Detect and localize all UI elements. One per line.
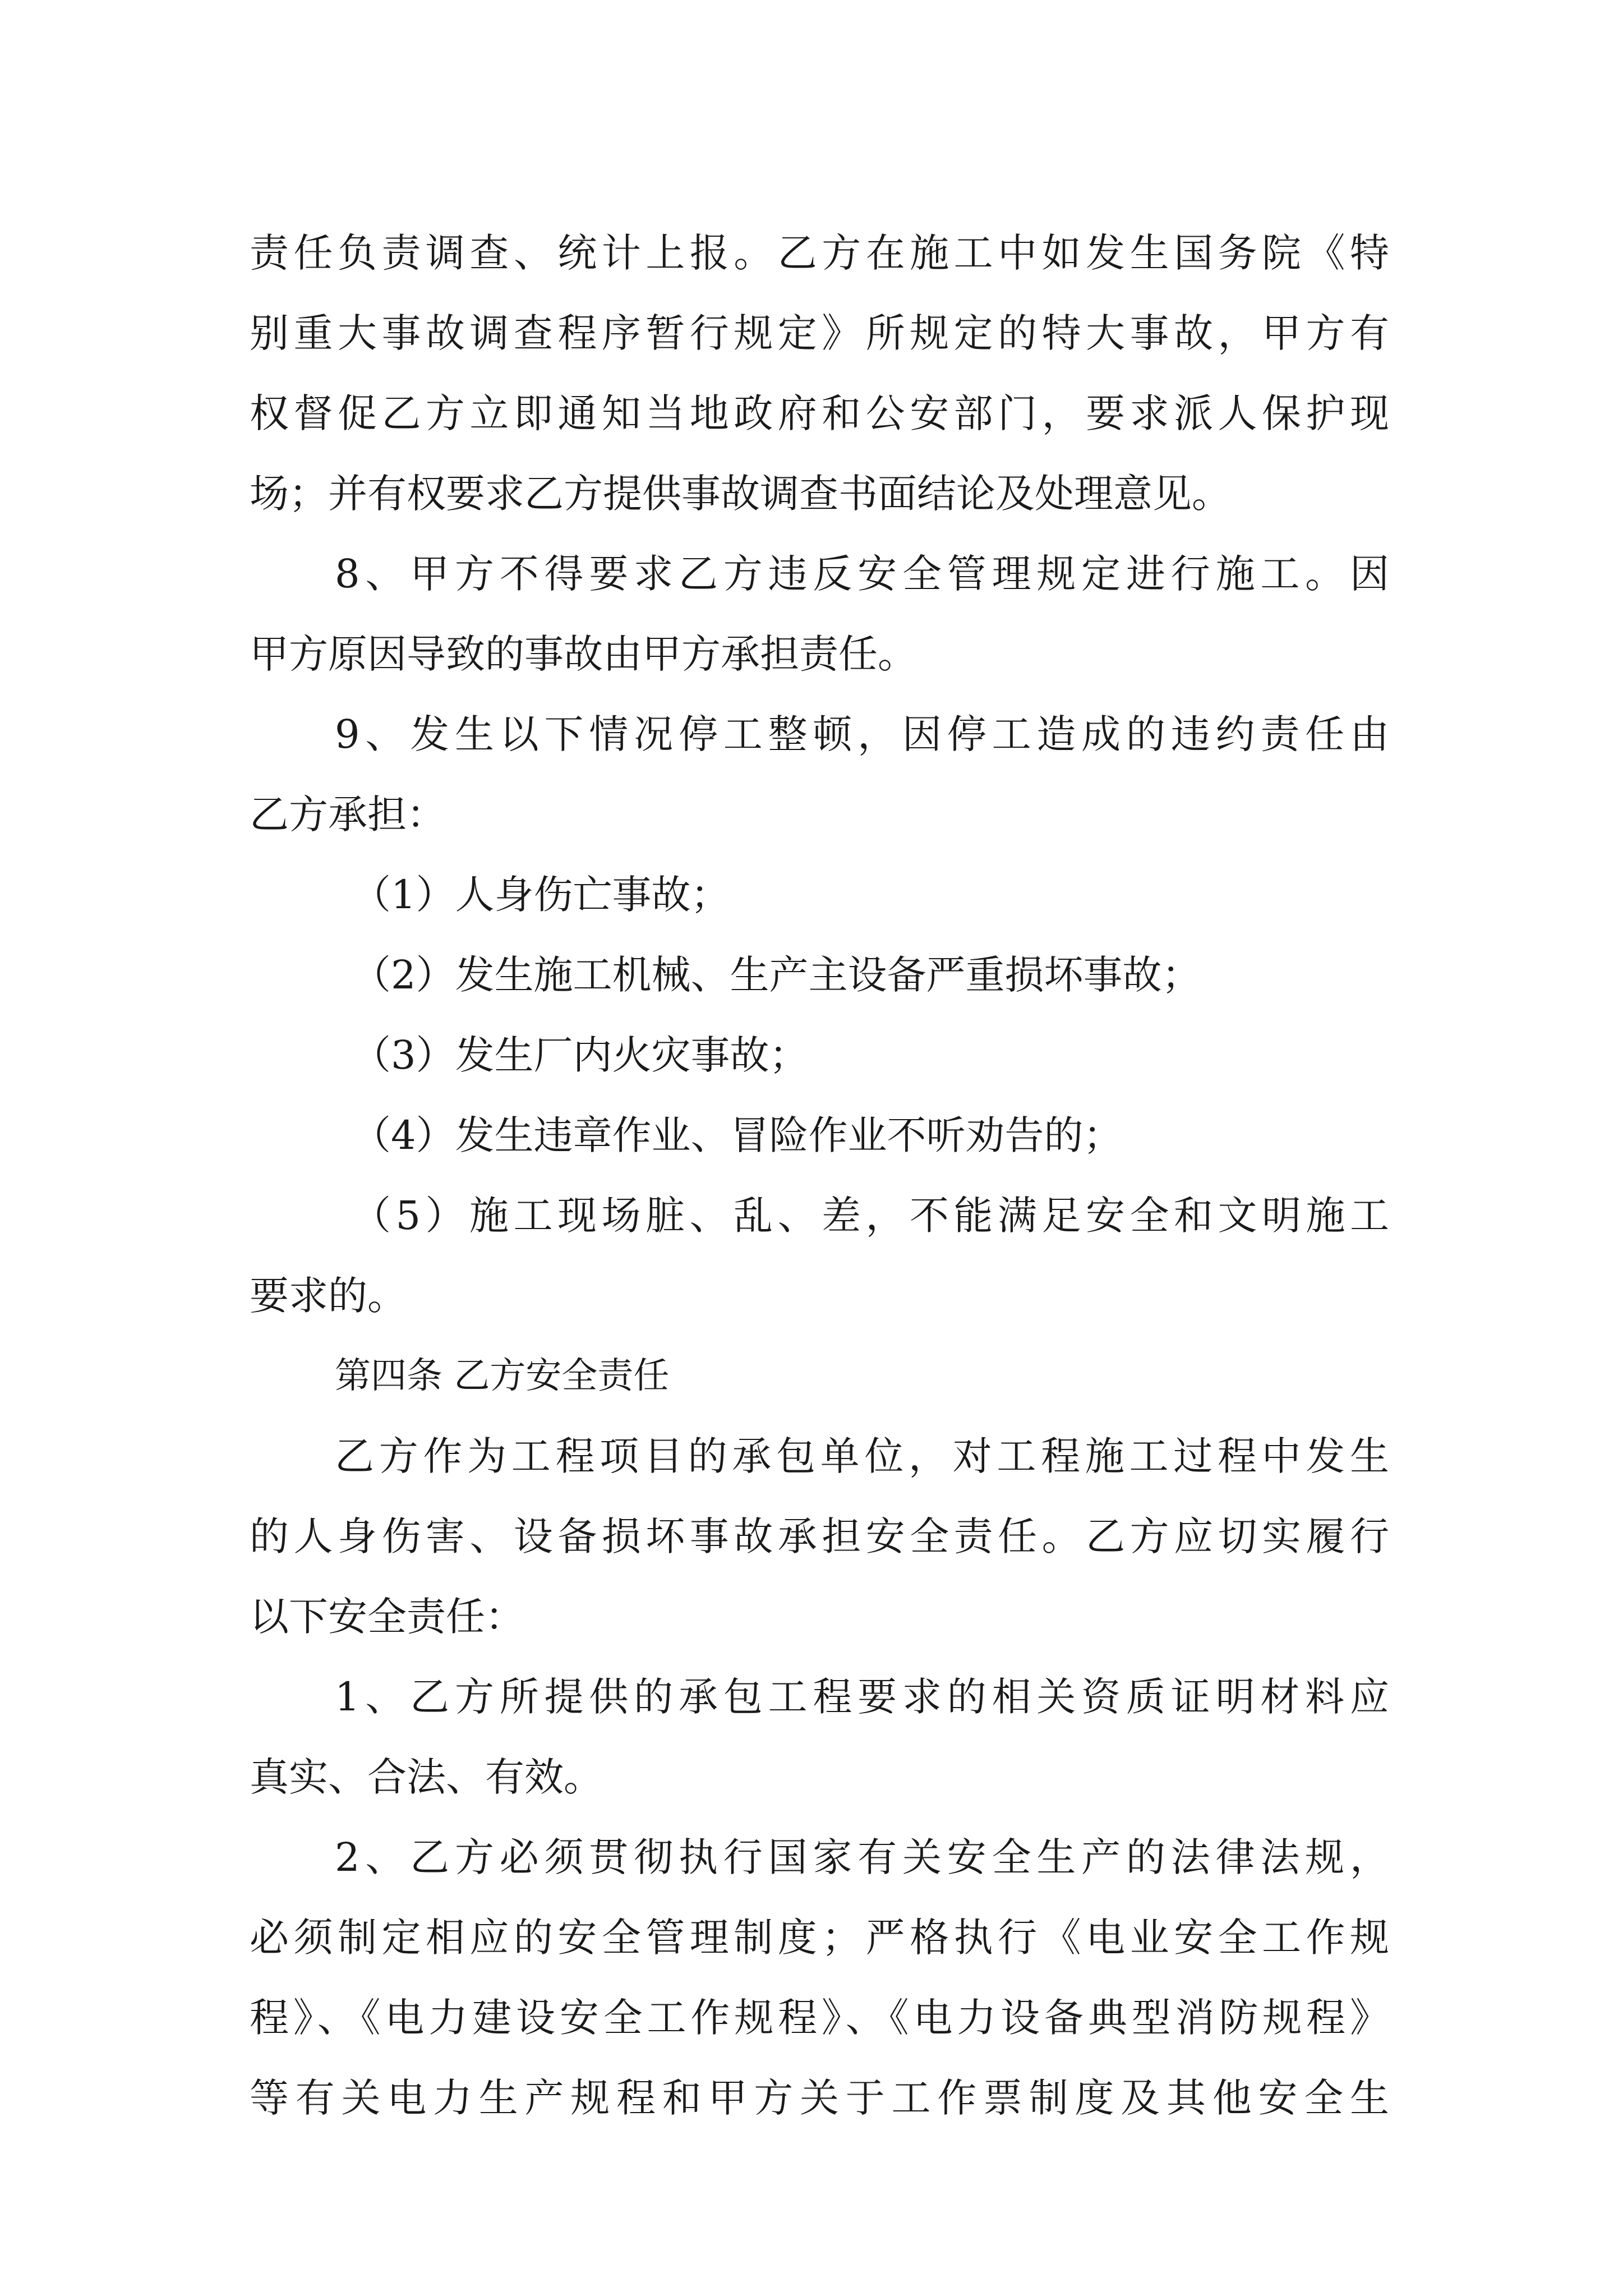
- text-line: 乙方作为工程项目的承包单位，对工程施工过程中发生: [335, 1433, 1389, 1479]
- text-line: （3）发生厂内火灾事故；: [352, 1032, 809, 1078]
- text-line: 场；并有权要求乙方提供事故调查书面结论及处理意见。: [250, 471, 1231, 517]
- text-line: 甲方原因导致的事故由甲方承担责任。: [250, 631, 917, 677]
- text-line: 的人身伤害、设备损坏事故承担安全责任。乙方应切实履行: [250, 1513, 1389, 1559]
- text-line: 要求的。: [250, 1273, 407, 1319]
- document-page: [250, 213, 1389, 2138]
- section-heading: 第四条 乙方安全责任: [335, 1355, 670, 1397]
- text-line: 真实、合法、有效。: [250, 1754, 603, 1800]
- text-line: （4）发生违章作业、冒险作业不听劝告的；: [352, 1112, 1123, 1158]
- text-line: 别重大事故调查程序暂行规定》所规定的特大事故，甲方有: [250, 310, 1389, 356]
- text-line: （5）施工现场脏、乱、差，不能满足安全和文明施工: [352, 1193, 1389, 1239]
- text-line: 必须制定相应的安全管理制度；严格执行《电业安全工作规: [250, 1915, 1389, 1961]
- text-line: 程》、《电力建设安全工作规程》、《电力设备典型消防规程》: [250, 1995, 1389, 2041]
- text-line: 2、乙方必须贯彻执行国家有关安全生产的法律法规，: [335, 1834, 1389, 1880]
- text-line: 1、乙方所提供的承包工程要求的相关资质证明材料应: [335, 1674, 1389, 1720]
- text-line: 以下安全责任：: [250, 1594, 524, 1640]
- text-line: 乙方承担：: [250, 792, 446, 838]
- text-line: 责任负责调查、统计上报。乙方在施工中如发生国务院《特: [250, 230, 1389, 276]
- text-line: （2）发生施工机械、生产主设备严重损坏事故；: [352, 952, 1201, 998]
- text-line: 等有关电力生产规程和甲方关于工作票制度及其他安全生: [250, 2075, 1389, 2121]
- text-line: 权督促乙方立即通知当地政府和公安部门，要求派人保护现: [250, 390, 1389, 436]
- text-line: 8、甲方不得要求乙方违反安全管理规定进行施工。因: [335, 551, 1389, 597]
- text-line: 9、发生以下情况停工整顿，因停工造成的违约责任由: [335, 711, 1389, 757]
- text-line: （1）人身伤亡事故；: [352, 872, 730, 918]
